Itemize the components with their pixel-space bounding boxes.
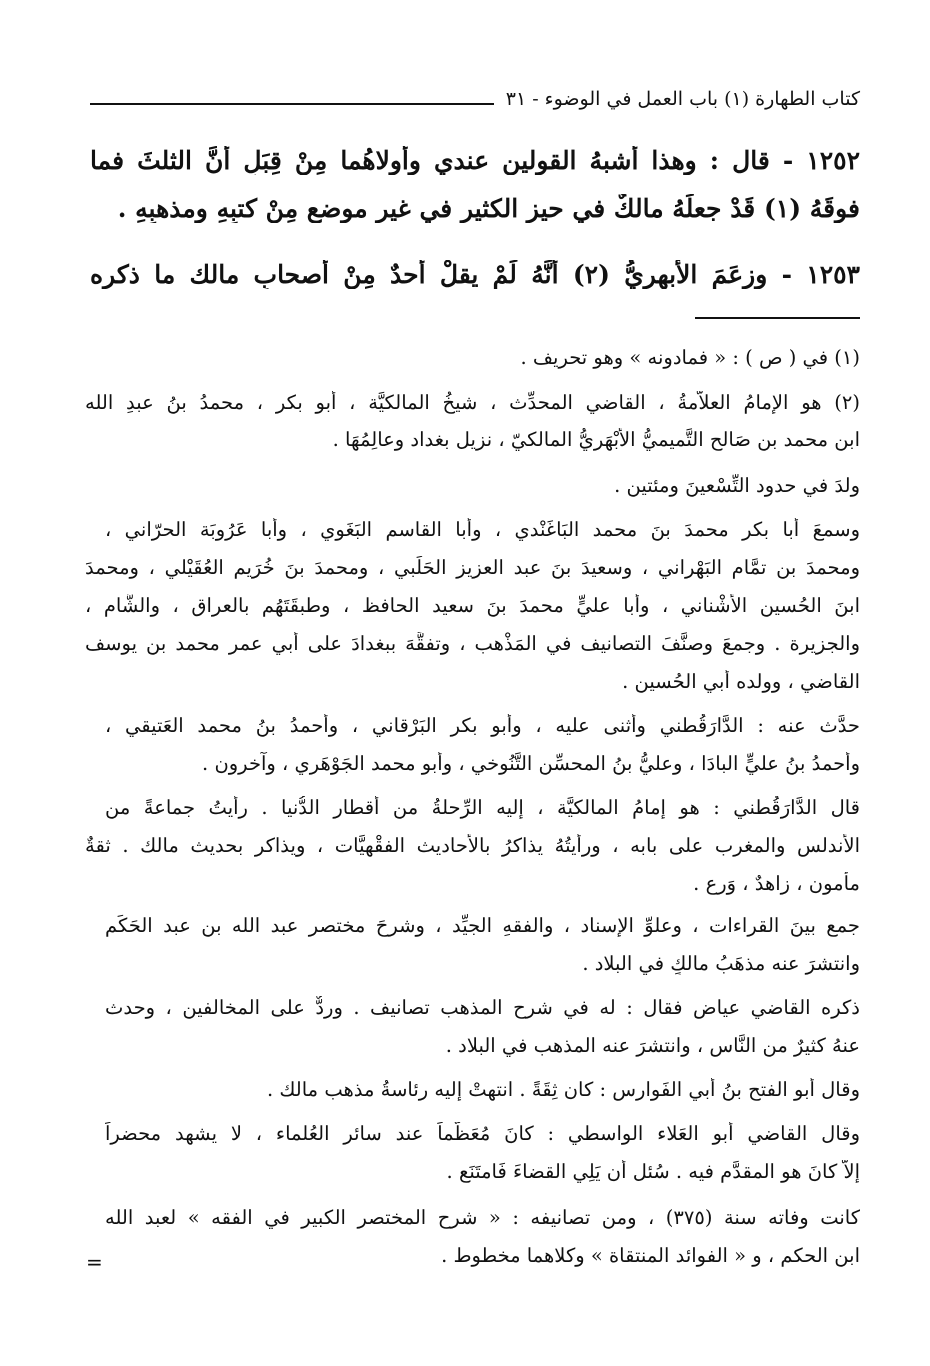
continuation-mark: =	[86, 1250, 103, 1274]
footnote-line: القاضي ، وولده أبي الحُسين .	[622, 670, 860, 693]
footnote-line: ولدَ في حدود التِّسْعينَ ومئتين .	[614, 474, 860, 497]
main-text-line: ١٢٥٣ - وزعَمَ الأبهريُّ (٢) أنَّهُ لَمْ يقلْ أحدٌ مِنْ أصحابِ مالك ما ذكره	[90, 260, 860, 289]
footnote-line: حدَّث عنه : الدَّارَقُطني وأثنى عليه ، وأبو بكر البَرْقاني ، وأحمدُ بنُ محمد العَتيقي ،	[105, 714, 860, 737]
footnote-line: ابن محمد بن صَالح التَّميميُّ الأَبْهَرِيُّ المالكيّ ، نزيل بغداد وعالِمُهَا .	[332, 428, 860, 451]
main-text-line: فوقَهُ (١) قَدْ جعلَهُ مالكٌ في حيزِ الكثيرِ في غيرِ موضعٍ مِنْ كتبِهِ ومذهبِهِ .	[117, 194, 860, 223]
footnote-line: وأحمدُ بنُ عليٍّ البادَا ، وعليُّ بنُ المحسِّن التَّنُوخي ، وأبو محمد الجَوْهَري ، وآخرون .	[202, 752, 860, 775]
footnote-line: ذكره القاضي عياض فقال : له في شرح المذهب تصانيف . وردٌّ على المخالفين ، وحدث	[105, 996, 860, 1019]
footnote-line: وانتشرَ عنه مذهَبُ مالكٍ في البلاد .	[582, 952, 860, 975]
footnote-line: الأندلس والمغرب على بابه ، ورأيتُهُ يذاكرُ بالأحاديث الفقْهيَّات ، ويذاكر بحديث مالك . ثقةٌ	[85, 834, 860, 857]
footnote-line: ابنَ الحُسين الأُشْناني ، وأبا عليٍّ محمدَ بنَ سعيد الحافظ ، وطبقَتَهُم بالعراق ، والشَّام ،	[85, 594, 860, 617]
footnote-line: مأمون ، زاهدٌ ، وَرِع .	[693, 872, 860, 895]
footnote-line: (١) في ( ص ) : « فمادونه » وهو تحريف .	[520, 346, 860, 369]
footnote-line: ابن الحكم ، و « الفوائد المنتقاة » وكلاهما مخطوط .	[441, 1244, 860, 1267]
footnote-line: إلاَّ كانَ هو المقدَّم فيه . سُئل أن يَلِي القضاءَ فَامتَنَع .	[446, 1160, 860, 1183]
footnote-line: جمع بينَ القراءات ، وعلوِّ الإسناد ، والفقهِ الجيِّد ، وشرحَ مختصر عبد الله بن عبد الحَكَم	[105, 914, 860, 937]
footnote-line: والجزيرة . وجمعَ وصنَّفَ التصانيف في المَذْهب ، وتفقَّهَ ببغدادَ على أبي عمر محمد بن يوسف	[85, 632, 860, 655]
footnote-line: ومحمدَ بن تمَّام البَهْراني ، وسعيدَ بنَ عبد العزيز الحَلَبي ، ومحمدَ بنَ خُرَيم العُقَيْلي ، ومحمدَ	[85, 556, 860, 579]
footnote-separator	[695, 317, 860, 319]
header-rule	[90, 103, 494, 105]
footnote-line: وقال القاضي أبو العَلاء الواسطي : كانَ مُعَظَّماً عند سائر العُلماء ، لا يشهد محضراً	[105, 1122, 860, 1145]
footnote-line: قال الدَّارَقُطني : هو إمامُ المالكيَّة ، إليه الرِّحلةُ من أقطار الدُّنيا . رأيتُ جماعةً من	[105, 796, 860, 819]
running-title: كتاب الطهارة (١) باب العمل في الوضوء - ٣١	[505, 88, 860, 110]
footnote-line: وسمعَ أبا بكرٍ محمدَ بنَ محمد البَاغَنْدي ، وأبا القاسم البَغَوي ، وأبا عَرُوبَة الحرّاني ،	[105, 518, 860, 541]
page-header	[90, 84, 860, 114]
footnote-line: (٢) هو الإمامُ العلاّمةُ ، القاضي المحدِّث ، شيخُ المالكيَّة ، أبو بكر ، محمدُ بنُ عبدِ الله	[85, 391, 860, 414]
footnote-line: كانت وفاته سنة (٣٧٥) ، ومن تصانيفه : « شرح المختصر الكبير في الفقه » لعبد الله	[105, 1206, 860, 1229]
main-text-line: ١٢٥٢ - قال : وهذا أشبهُ القولين عندي وأولاهُما مِنْ قِبَلِ أَنَّ الثلثَ فما	[90, 146, 860, 175]
footnote-line: وقال أبو الفتح بنُ أبي الفَوارس : كان ثِقَةً . انتهتْ إليه رئاسةُ مذهب مالك .	[266, 1078, 860, 1101]
footnote-line: عنهُ كثيرٌ من النَّاس ، وانتشرَ عنه المذهب في البلاد .	[445, 1034, 860, 1057]
